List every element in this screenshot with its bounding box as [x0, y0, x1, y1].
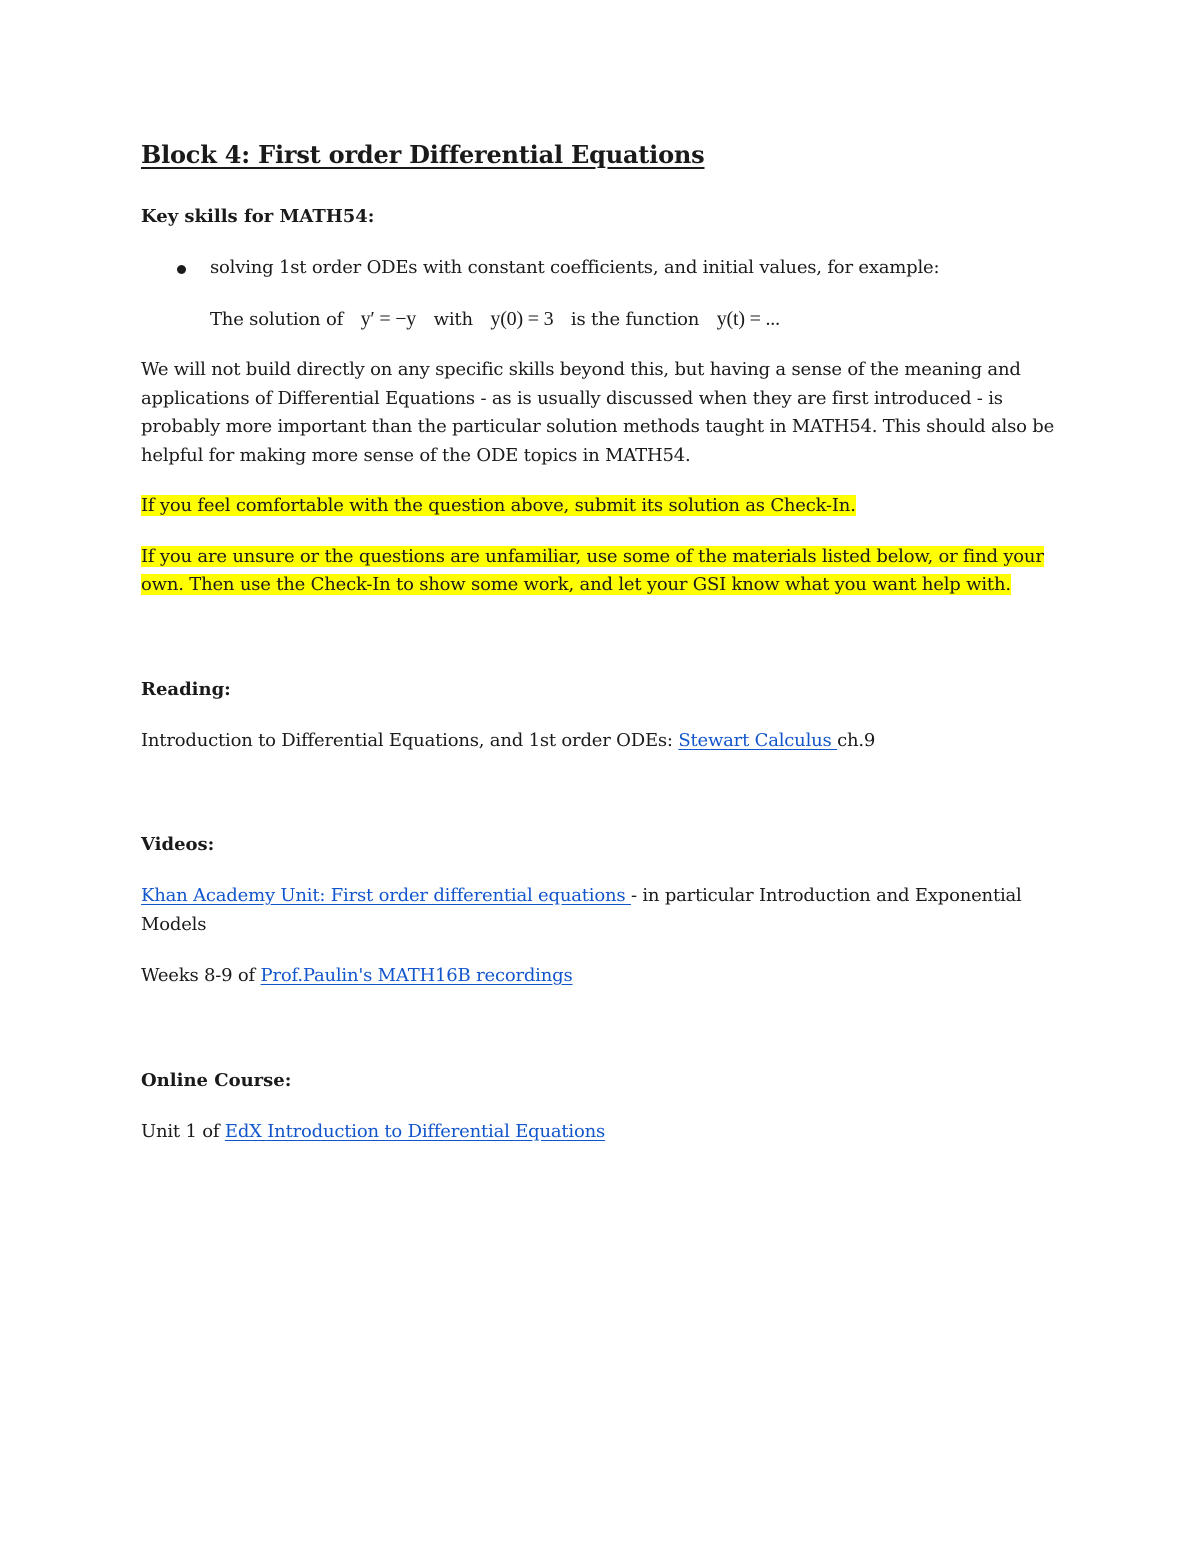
online-course-heading: Online Course: — [141, 1069, 292, 1091]
key-skill-bullet — [141, 254, 1071, 282]
intro-paragraph: We will not build directly on any specific skills beyond this, but having a sense of the meaning and applications of Differential Equations - as is usually discussed when they are first introduced - is probably more important than the particular solution methods taught in MATH54. This should also be helpful for making more sense of the ODE topics in MATH54. — [141, 359, 1055, 466]
khan-academy-note: - in particular Introduction and Exponential Models — [141, 885, 1022, 935]
key-skills-heading: Key skills for MATH54: — [141, 206, 375, 227]
highlighted-text: If you are unsure or the questions are unfamiliar, use some of the materials listed below, or find your own. Then use the Check-In to show some work, and let your GSI know what you want help with. — [141, 545, 1044, 595]
online-course-item — [141, 1118, 1071, 1147]
initial-condition: y(0) = 3 — [490, 308, 554, 330]
reading-heading: Reading: — [141, 678, 231, 700]
video-item-khan — [141, 882, 1071, 939]
bullet-icon — [177, 265, 186, 274]
equation-with: with — [433, 309, 473, 330]
page-title: Block 4: First order Differential Equations — [141, 140, 705, 169]
document-page — [141, 132, 1071, 1146]
khan-academy-link[interactable]: Khan Academy Unit: First order differential equations — [141, 885, 631, 906]
paulin-recordings-link[interactable]: Prof.Paulin's MATH16B recordings — [260, 965, 573, 986]
highlight-checkin-note — [141, 492, 1071, 521]
reading-suffix: ch.9 — [837, 729, 876, 751]
key-skill-text: solving 1st order ODEs with constant coefficients, and initial values, for example: — [210, 257, 940, 278]
weeks-prefix: Weeks 8-9 of — [141, 965, 261, 986]
solution-placeholder: y(t) = ... — [716, 308, 780, 330]
highlighted-text: If you feel comfortable with the question above, submit its solution as Check-In. — [141, 495, 856, 516]
reading-item — [141, 727, 1071, 756]
unit-prefix: Unit 1 of — [141, 1120, 225, 1142]
ode-expression: y′ = −y — [360, 308, 417, 330]
example-equation — [141, 305, 1071, 334]
equation-is-function: is the function — [570, 309, 700, 330]
reading-prefix: Introduction to Differential Equations, and 1st order ODEs: — [141, 729, 679, 751]
videos-heading: Videos: — [141, 834, 215, 855]
edx-course-link[interactable]: EdX Introduction to Differential Equations — [224, 1120, 606, 1142]
video-item-paulin — [141, 962, 1071, 991]
equation-prefix: The solution of — [210, 309, 344, 330]
stewart-calculus-link[interactable]: Stewart Calculus — [678, 729, 838, 751]
highlight-help-note — [141, 543, 1071, 600]
